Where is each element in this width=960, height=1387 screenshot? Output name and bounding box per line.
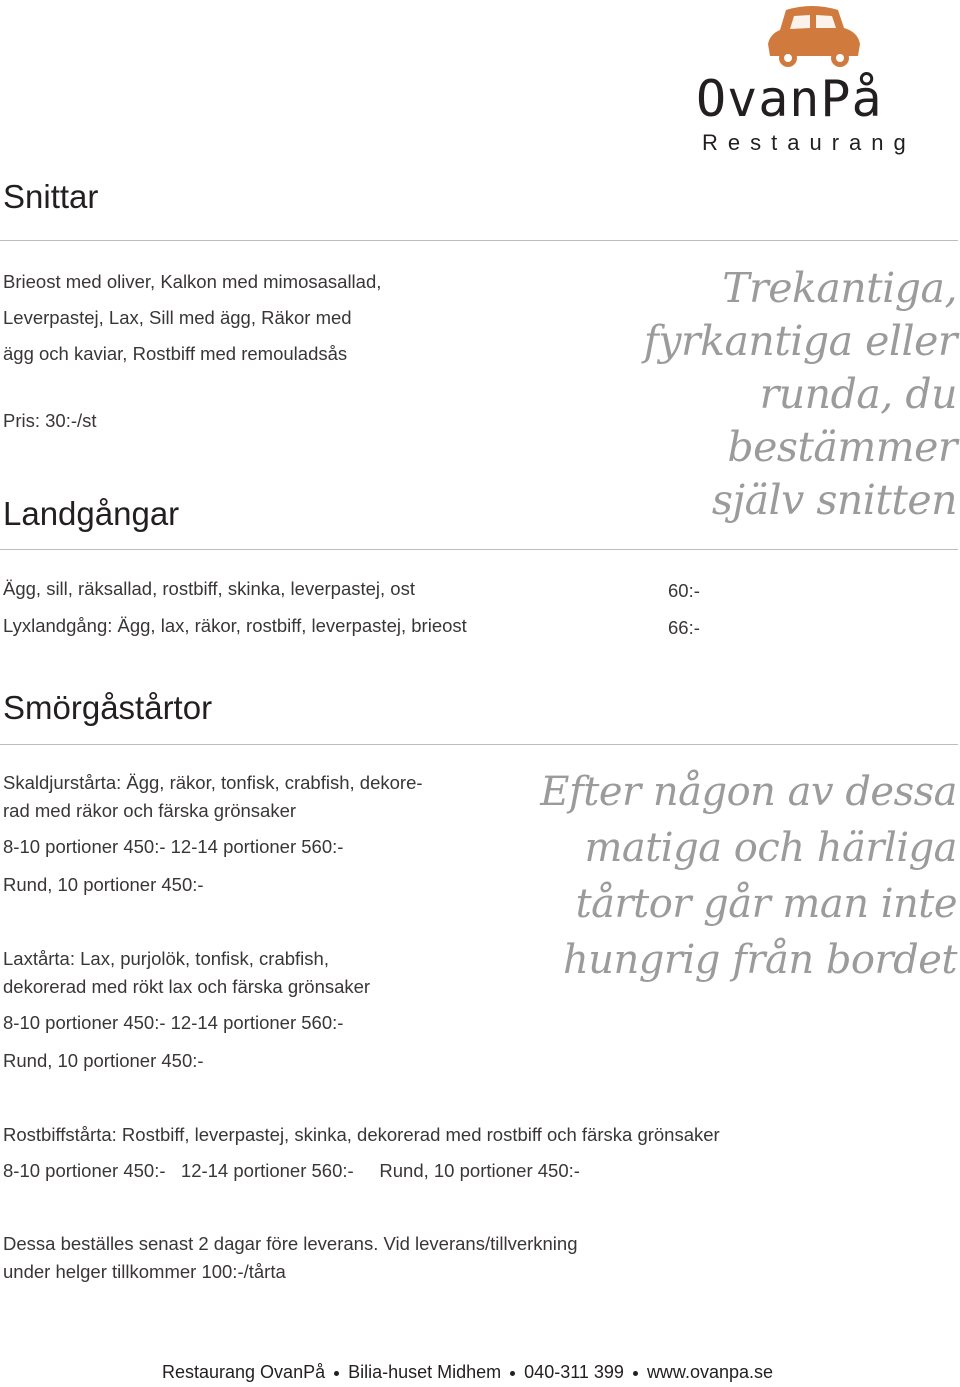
car-icon <box>764 4 864 72</box>
smorgastartor-quote <box>540 764 957 988</box>
note-line: under helger tillkommer 100:-/tårta <box>3 1261 286 1282</box>
bullet-icon <box>334 1371 339 1376</box>
description-line: rad med räkor och färska grönsaker <box>3 800 297 821</box>
skaldjur-portions: 8-10 portioner 450:- 12-14 portioner 560:- <box>3 836 344 857</box>
quote-line: Efter någon av dessa <box>540 769 957 815</box>
footer-address: Bilia-huset Midhem <box>348 1362 502 1382</box>
quote-line: bestämmer <box>727 423 957 471</box>
footer-phone[interactable]: 040-311 399 <box>524 1362 624 1382</box>
quote-line: själv snitten <box>711 476 957 524</box>
quote-line: fyrkantiga eller <box>643 317 957 365</box>
snittar-price: Pris: 30:-/st <box>3 410 97 431</box>
quote-line: runda, du <box>759 370 957 418</box>
bullet-icon <box>633 1371 638 1376</box>
snittar-line: Leverpastej, Lax, Sill med ägg, Räkor med <box>3 307 352 328</box>
section-title-snittar: Snittar <box>3 178 99 215</box>
skaldjur-description <box>3 769 423 825</box>
snittar-line: Brieost med oliver, Kalkon med mimosasallad, <box>3 271 382 292</box>
quote-line: matiga och härliga <box>584 825 957 871</box>
order-note <box>3 1230 578 1286</box>
quote-line: Trekantiga, <box>722 264 957 312</box>
description-line: Skaldjurstårta: Ägg, räkor, tonfisk, crabfish, dekore- <box>3 772 423 793</box>
divider <box>0 549 958 550</box>
divider <box>0 744 958 745</box>
logo-subtitle: Restaurang <box>702 130 916 155</box>
landgang-price: 60:- <box>668 580 700 601</box>
lax-portions: 8-10 portioner 450:- 12-14 portioner 560:- <box>3 1012 344 1033</box>
skaldjur-round: Rund, 10 portioner 450:- <box>3 874 204 895</box>
divider <box>0 240 958 241</box>
note-line: Dessa beställes senast 2 dagar före leverans. Vid leverans/tillverkning <box>3 1233 578 1254</box>
footer <box>162 1362 773 1383</box>
description-line: dekorerad med rökt lax och färska grönsaker <box>3 976 371 997</box>
quote-line: tårtor går man inte <box>575 881 957 927</box>
description-line: Laxtårta: Lax, purjolök, tonfisk, crabfish, <box>3 948 329 969</box>
snittar-line: ägg och kaviar, Rostbiff med remouladsås <box>3 343 348 364</box>
lax-description <box>3 945 370 1001</box>
quote-line: hungrig från bordet <box>562 937 957 983</box>
landgang-item: Lyxlandgång: Ägg, lax, räkor, rostbiff, leverpastej, brieost <box>3 615 467 636</box>
rostbiff-description: Rostbiffstårta: Rostbiff, leverpastej, skinka, dekorerad med rostbiff och färska grönsaker <box>3 1124 720 1145</box>
section-title-smorgastartor: Smörgåstårtor <box>3 689 213 726</box>
snittar-quote <box>644 262 957 527</box>
landgang-item: Ägg, sill, räksallad, rostbiff, skinka, leverpastej, ost <box>3 578 415 599</box>
rostbiff-portions: 8-10 portioner 450:- 12-14 portioner 560:- Rund, 10 portioner 450:- <box>3 1160 580 1181</box>
landgang-price: 66:- <box>668 617 700 638</box>
logo-name: OvanPå <box>696 70 883 128</box>
section-title-landgangar: Landgångar <box>3 495 180 532</box>
logo <box>696 4 916 155</box>
lax-round: Rund, 10 portioner 450:- <box>3 1050 204 1071</box>
bullet-icon <box>510 1371 515 1376</box>
footer-website-link[interactable]: www.ovanpa.se <box>646 1362 774 1382</box>
snittar-list <box>3 264 381 372</box>
footer-restaurant: Restaurang OvanPå <box>162 1362 326 1382</box>
